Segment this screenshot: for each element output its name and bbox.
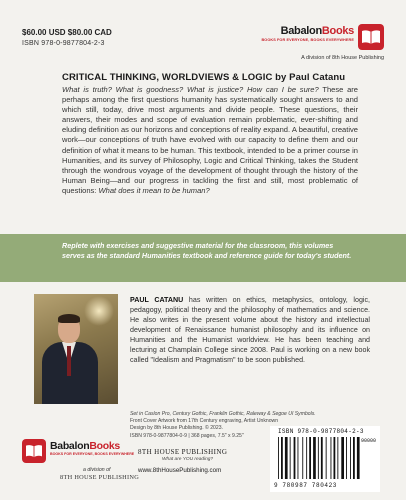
- author-photo: [34, 294, 118, 404]
- publisher-logo: [254, 24, 384, 62]
- promo-band: [0, 234, 406, 282]
- barcode-isbn: ISBN 978-0-9877804-2-3: [278, 428, 364, 435]
- barcode-price-code: 90000: [360, 438, 376, 444]
- barcode-icon: [276, 437, 360, 481]
- isbn-label: ISBN 978-0-9877804-2-3: [22, 40, 105, 47]
- colophon-fonts: Set in Caslon Pro, Century Gothic, Franklin Gothic, Raleway & Segoe UI Symbols.: [130, 411, 316, 417]
- barcode-digits: 9 780987 780423: [274, 482, 338, 489]
- open-book-icon: [358, 24, 384, 50]
- footer-division-label: a division of: [83, 467, 111, 473]
- open-book-icon: [22, 439, 46, 463]
- colophon-artwork: Front Cover Artwork from 17th Century engraving, Artist Unknown: [130, 418, 279, 425]
- author-name: PAUL CATANU: [130, 296, 184, 304]
- book-title: CRITICAL THINKING, WORLDVIEWS & LOGIC by Paul Catanu: [62, 72, 346, 83]
- house-info: [138, 448, 248, 474]
- publisher-url: www.8thHousePublishing.com: [138, 467, 222, 474]
- price-label: $60.00 USD $80.00 CAD: [22, 28, 112, 37]
- house-motto: What are YOU reading?: [162, 457, 214, 462]
- publisher-brand: BabalonBooks: [280, 25, 354, 37]
- footer-tagline: BOOKS FOR EVERYONE, BOOKS EVERYWHERE: [50, 452, 135, 456]
- footer-publisher-logo: [22, 439, 140, 497]
- author-bio: [130, 295, 370, 365]
- colophon-isbn: ISBN 978-0-9877804-0-9 | 368 pages, 7.5" x 9.25": [130, 432, 244, 439]
- footer-division-name: 8TH HOUSE PUBLISHING: [60, 474, 140, 481]
- colophon-design: Design by 8th House Publishing. © 2023.: [130, 425, 223, 432]
- book-blurb: [62, 85, 358, 196]
- house-name: 8TH HOUSE PUBLISHING: [138, 448, 228, 456]
- author-bio-text: has written on ethics, metaphysics, ontology, logic, pedagogy, political theory and the philosophy of mathematics and science. He also writes in the present volume about the history and intellectual development of Renaissance humanist philosophy and its influence on Humanities and the Humanist worldview. He has been teaching and lecturing at Champlain College since 2008. Paul is working on a new book called "Idealism and Pragmatism" to be soon published.: [130, 296, 370, 364]
- blurb-final-question: What does it mean to be human?: [98, 185, 210, 195]
- publisher-tagline: BOOKS FOR EVERYONE, BOOKS EVERYWHERE: [261, 38, 354, 42]
- barcode: [270, 426, 380, 492]
- blurb-body: These are perhaps among the first questions humanity has systematically sought answers to and which still, today, drive most arguments and divide people. These questions, their answers, their modes and scope of evaluation remain problematic, ever-shifting and eluding definition as our horizons and conceptions of reality expand. A beautiful, creative work—our conceptions of truth have evolved with our capacity to define them and our definition of what it means to be human. This textbook, intended to be a primer course in Humanities, and its survey of Philosophy, Logic and Critical Thinking, takes the Student through the wondrous voyage of the development of thought through the history of the Human Being—and our progress in tackling the first and still, most problematic of questions:: [62, 85, 358, 195]
- blurb-questions: What is truth? What is goodness? What is justice? How can I be sure?: [62, 85, 319, 94]
- footer-brand: BabalonBooks: [50, 440, 120, 452]
- promo-text: Replete with exercises and suggestive material for the classroom, this volumes serves as the standard Humanities textbook and reference guide for today's student.: [62, 241, 352, 260]
- publisher-division: A division of 8th House Publishing: [301, 55, 384, 61]
